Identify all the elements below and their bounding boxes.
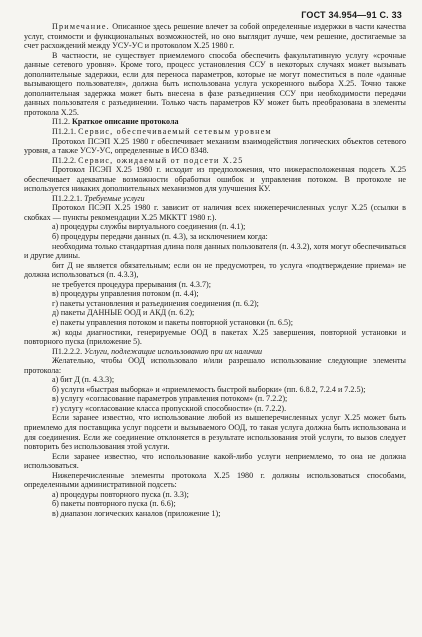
paragraph: б) услуги «быстрая выборка» и «приемлемость быстрой выборки» (пп. 6.8.2, 7.2.4 и 7.2.5); [52,384,366,394]
paragraph: в) диапазон логических каналов (приложение 1); [52,508,221,518]
document-body [24,22,406,518]
paragraph: а) процедуры службы виртуального соединения (п. 4.1); [52,222,246,232]
paragraph: в) процедуры управления потоком (п. 4.4); [52,289,199,299]
page-header: ГОСТ 34.954—91 С. 33 [301,10,402,20]
paragraph: б) пакеты повторного пуска (п. 6.6); [52,499,176,509]
paragraph: а) процедуры повторного пуска (п. 3.3); [52,489,189,499]
paragraph: Если заранее известно, что использование какой-либо услуги неприемлемо, то она не должна использоваться. [24,451,406,471]
paragraph: в) услугу «согласование параметров управления потоком» (п. 7.2.2); [52,394,288,404]
paragraph: Нижеперечисленные элементы протокола Х.25 1980 г. должны использоваться способами, определенными административной подсеть: [24,470,406,490]
paragraph: В частности, не существует приемлемого способа обеспечить факультативную услугу «срочные данные сетевого уровня». Кроме того, процесс установления ССУ в некоторых случаях может вызывать дополнительные задержки, если для переноса параметров, которые не могут поместиться в поле «данные вызывающего пользователя», должна быть использована услуга ускоренного выбора Х.25. Точно также дополнительная задержка может быть внесена в фазе разъединения ССУ при необходимости передачи данных пользователя с разъединении. Только часть параметров КУ может быть преобразована в элементы протокола Х.25. [24,50,406,117]
paragraph: П1.2.2.2. Услуги, подлежащие использованию при их наличии [52,346,263,356]
paragraph: Если заранее известно, что использование любой из вышеперечисленных услуг Х.25 может быть приемлемо для поставщика услуг подсети и вызываемого ООД, то такая услуга должна быть использована и для соединения. Если же соединение отклоняется в результате использования этой услуги, то вызов следует повторить без использования этой услуги. [24,413,406,452]
paragraph: а) бит Д (п. 4.3.3); [52,375,115,385]
paragraph: П1.2.2. Сервис, ожидаемый от подсети Х.25 [52,155,244,165]
paragraph: Протокол ПСЭП Х.25 1980 г. зависит от наличия всех нижеперечисленных услуг Х.25 (ссылки в скобках — пункты рекомендации Х.25 МККТТ 1980 г.). [24,203,406,222]
paragraph: не требуется процедура прерывания (п. 4.3.7); [52,279,211,289]
paragraph: Желательно, чтобы ООД использовало и/или разрешало использование следующие элементы протокола: [24,356,406,375]
paragraph: необходима только стандартная длина поля данных пользователя (п. 4.3.2), хотя могут обеспечиваться и другие длины. [24,241,406,261]
paragraph: Протокол ПСЭП Х.25 1980 г. исходит из предположения, что нижерасположенная подсеть Х.25 обеспечивает адекватные возможности обработки ошибок и управления потоком. В протоколе не используется никаких дополнительных механизмов для улучшения КУ. [24,165,406,194]
paragraph: д) пакеты ДАННЫЕ ООД и АКД (п. 6.2); [52,308,195,318]
paragraph: ж) коды диагностики, генерируемые ООД в пакетах Х.25 завершения, повторной установки и повторного пуска (приложение 5). [24,327,406,347]
paragraph: П1.2.2.1. Требуемые услуги [52,193,145,203]
paragraph: бит Д не является обязательным; если он не предусмотрен, то услуга «подтверждение приема» не должна использоваться (п. 4.3.3), [24,260,406,280]
paragraph: е) пакеты управления потоком и пакеты повторной установки (п. 6.5); [52,317,293,327]
paragraph: Примечание. Описанное здесь решение влечет за собой определенные издержки в части качества услуг, стоимости и функциональных возможностей, но оно выглядит лучше, чем решение, достигаемые за счет расхождений между УСУ-УС и протоколом Х.25 1980 г. [24,22,406,51]
paragraph: П1.2.1. Сервис, обеспечиваемый сетевым уровнем [52,127,272,137]
paragraph: г) пакеты установления и разъединения соединения (п. 6.2); [52,298,259,308]
paragraph: г) услугу «согласование класса пропускной способности» (п. 7.2.2). [52,403,287,413]
paragraph: Протокол ПСЭП Х.25 1980 г обеспечивает механизм взаимодействия логических объектов сетевого уровня, а также УСУ-УС, определенные в ИСО 8348. [24,136,406,156]
paragraph: б) процедуры передачи данных (п. 4.3), за исключением когда: [52,232,268,242]
paragraph: П1.2. Краткое описание протокола [52,117,179,127]
